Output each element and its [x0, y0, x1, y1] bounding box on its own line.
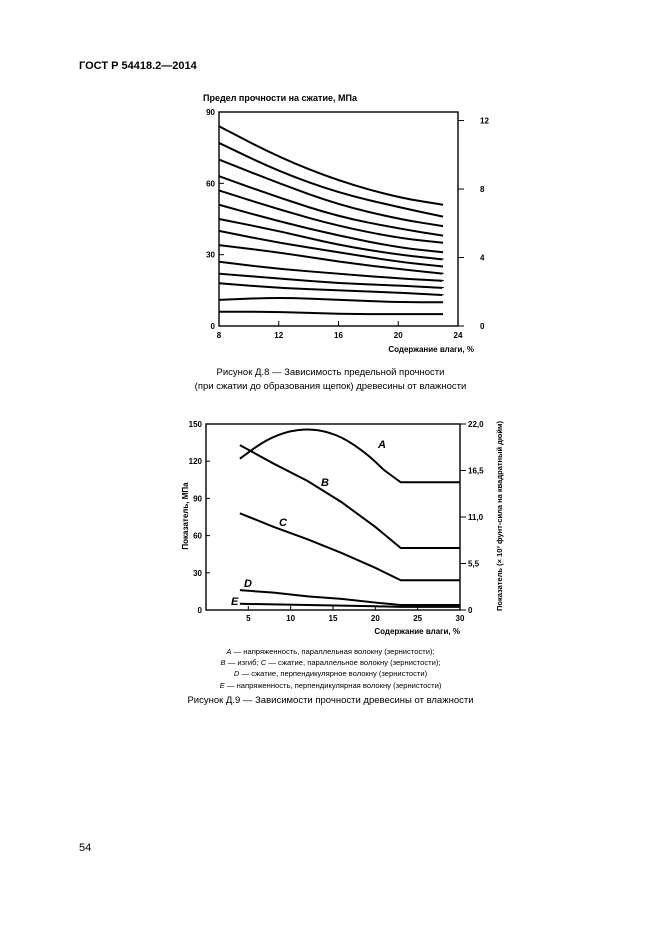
y2-tick-label: 8 [480, 185, 485, 195]
chart-d8-title: Предел прочности на сжатие, МПа [203, 93, 357, 103]
chart-d9-line-c [240, 513, 460, 580]
chart-d9-line-d [240, 590, 460, 605]
y-tick-label: 0 [197, 606, 202, 615]
x-tick-label: 10 [286, 614, 296, 623]
chart-d9-axes [189, 420, 484, 623]
chart-d9-x-label: Содержание влаги, % [374, 627, 460, 636]
x-tick-label: 15 [328, 614, 338, 623]
y2-tick-label: 11,0 [468, 513, 484, 522]
document-id: ГОСТ Р 54418.2—2014 [79, 60, 197, 72]
chart-d9-y2-label: Показатель (× 10³ фунт-сила на квадратный дюйм) [495, 421, 504, 611]
x-tick-label: 20 [370, 614, 380, 623]
y2-tick-label: 0 [468, 606, 473, 615]
y-tick-label: 60 [206, 179, 215, 189]
y-tick-label: 90 [193, 494, 202, 504]
y2-tick-label: 12 [480, 116, 489, 126]
x-tick-label: 5 [246, 614, 251, 623]
y-tick-label: 30 [193, 568, 202, 578]
y-tick-label: 150 [188, 420, 202, 429]
y-tick-label: 90 [206, 108, 215, 117]
legend-line-d: D — сжатие, перпендикулярное волокну (зернистости) [233, 669, 428, 679]
y2-tick-label: 5,5 [468, 559, 480, 569]
page-number: 54 [79, 842, 92, 854]
chart-d8-x-label: Содержание влаги, % [388, 345, 474, 354]
chart-d9-line-b [240, 445, 460, 548]
x-tick-label: 16 [334, 331, 343, 340]
y2-tick-label: 16,5 [468, 466, 484, 476]
legend-line-a: A — напряженность, параллельная волокну (зернистости); [226, 647, 435, 656]
y-tick-label: 0 [210, 322, 215, 331]
chart-d9-series [240, 429, 460, 606]
y-tick-label: 30 [206, 250, 215, 260]
legend-line-bc: B — изгиб; C — сжатие, параллельное волокну (зернистости); [220, 658, 441, 668]
figure-d8-caption-line2: (при сжатии до образования щепок) древесины от влажности [194, 381, 467, 392]
chart-d9-line-a [240, 429, 460, 482]
x-tick-label: 8 [216, 331, 222, 340]
series-d-label: D [244, 578, 252, 590]
series-e-label: E [231, 596, 239, 608]
figure-d8-caption-line1: Рисунок Д.8 — Зависимость предельной прочности [216, 367, 445, 378]
x-tick-label: 30 [455, 614, 465, 623]
y-tick-label: 60 [193, 531, 202, 541]
series-b-label: B [321, 477, 329, 489]
x-tick-label: 24 [453, 331, 463, 340]
figure-d9-caption: Рисунок Д.9 — Зависимости прочности древесины от влажности [187, 695, 474, 706]
y2-tick-label: 0 [480, 322, 485, 331]
y2-tick-label: 22,0 [468, 420, 484, 429]
series-a-label: A [378, 439, 386, 451]
chart-d9-y-label: Показатель, МПа [181, 482, 190, 550]
series-c-label: C [279, 517, 287, 529]
y-tick-label: 120 [188, 457, 202, 467]
figure-d9-legend [0, 646, 661, 691]
x-tick-label: 12 [274, 331, 284, 340]
y2-tick-label: 4 [480, 253, 485, 263]
legend-line-e: E — напряженность, перпендикулярная волокну (зернистости) [219, 680, 442, 690]
x-tick-label: 25 [413, 614, 423, 623]
x-tick-label: 20 [393, 331, 403, 340]
